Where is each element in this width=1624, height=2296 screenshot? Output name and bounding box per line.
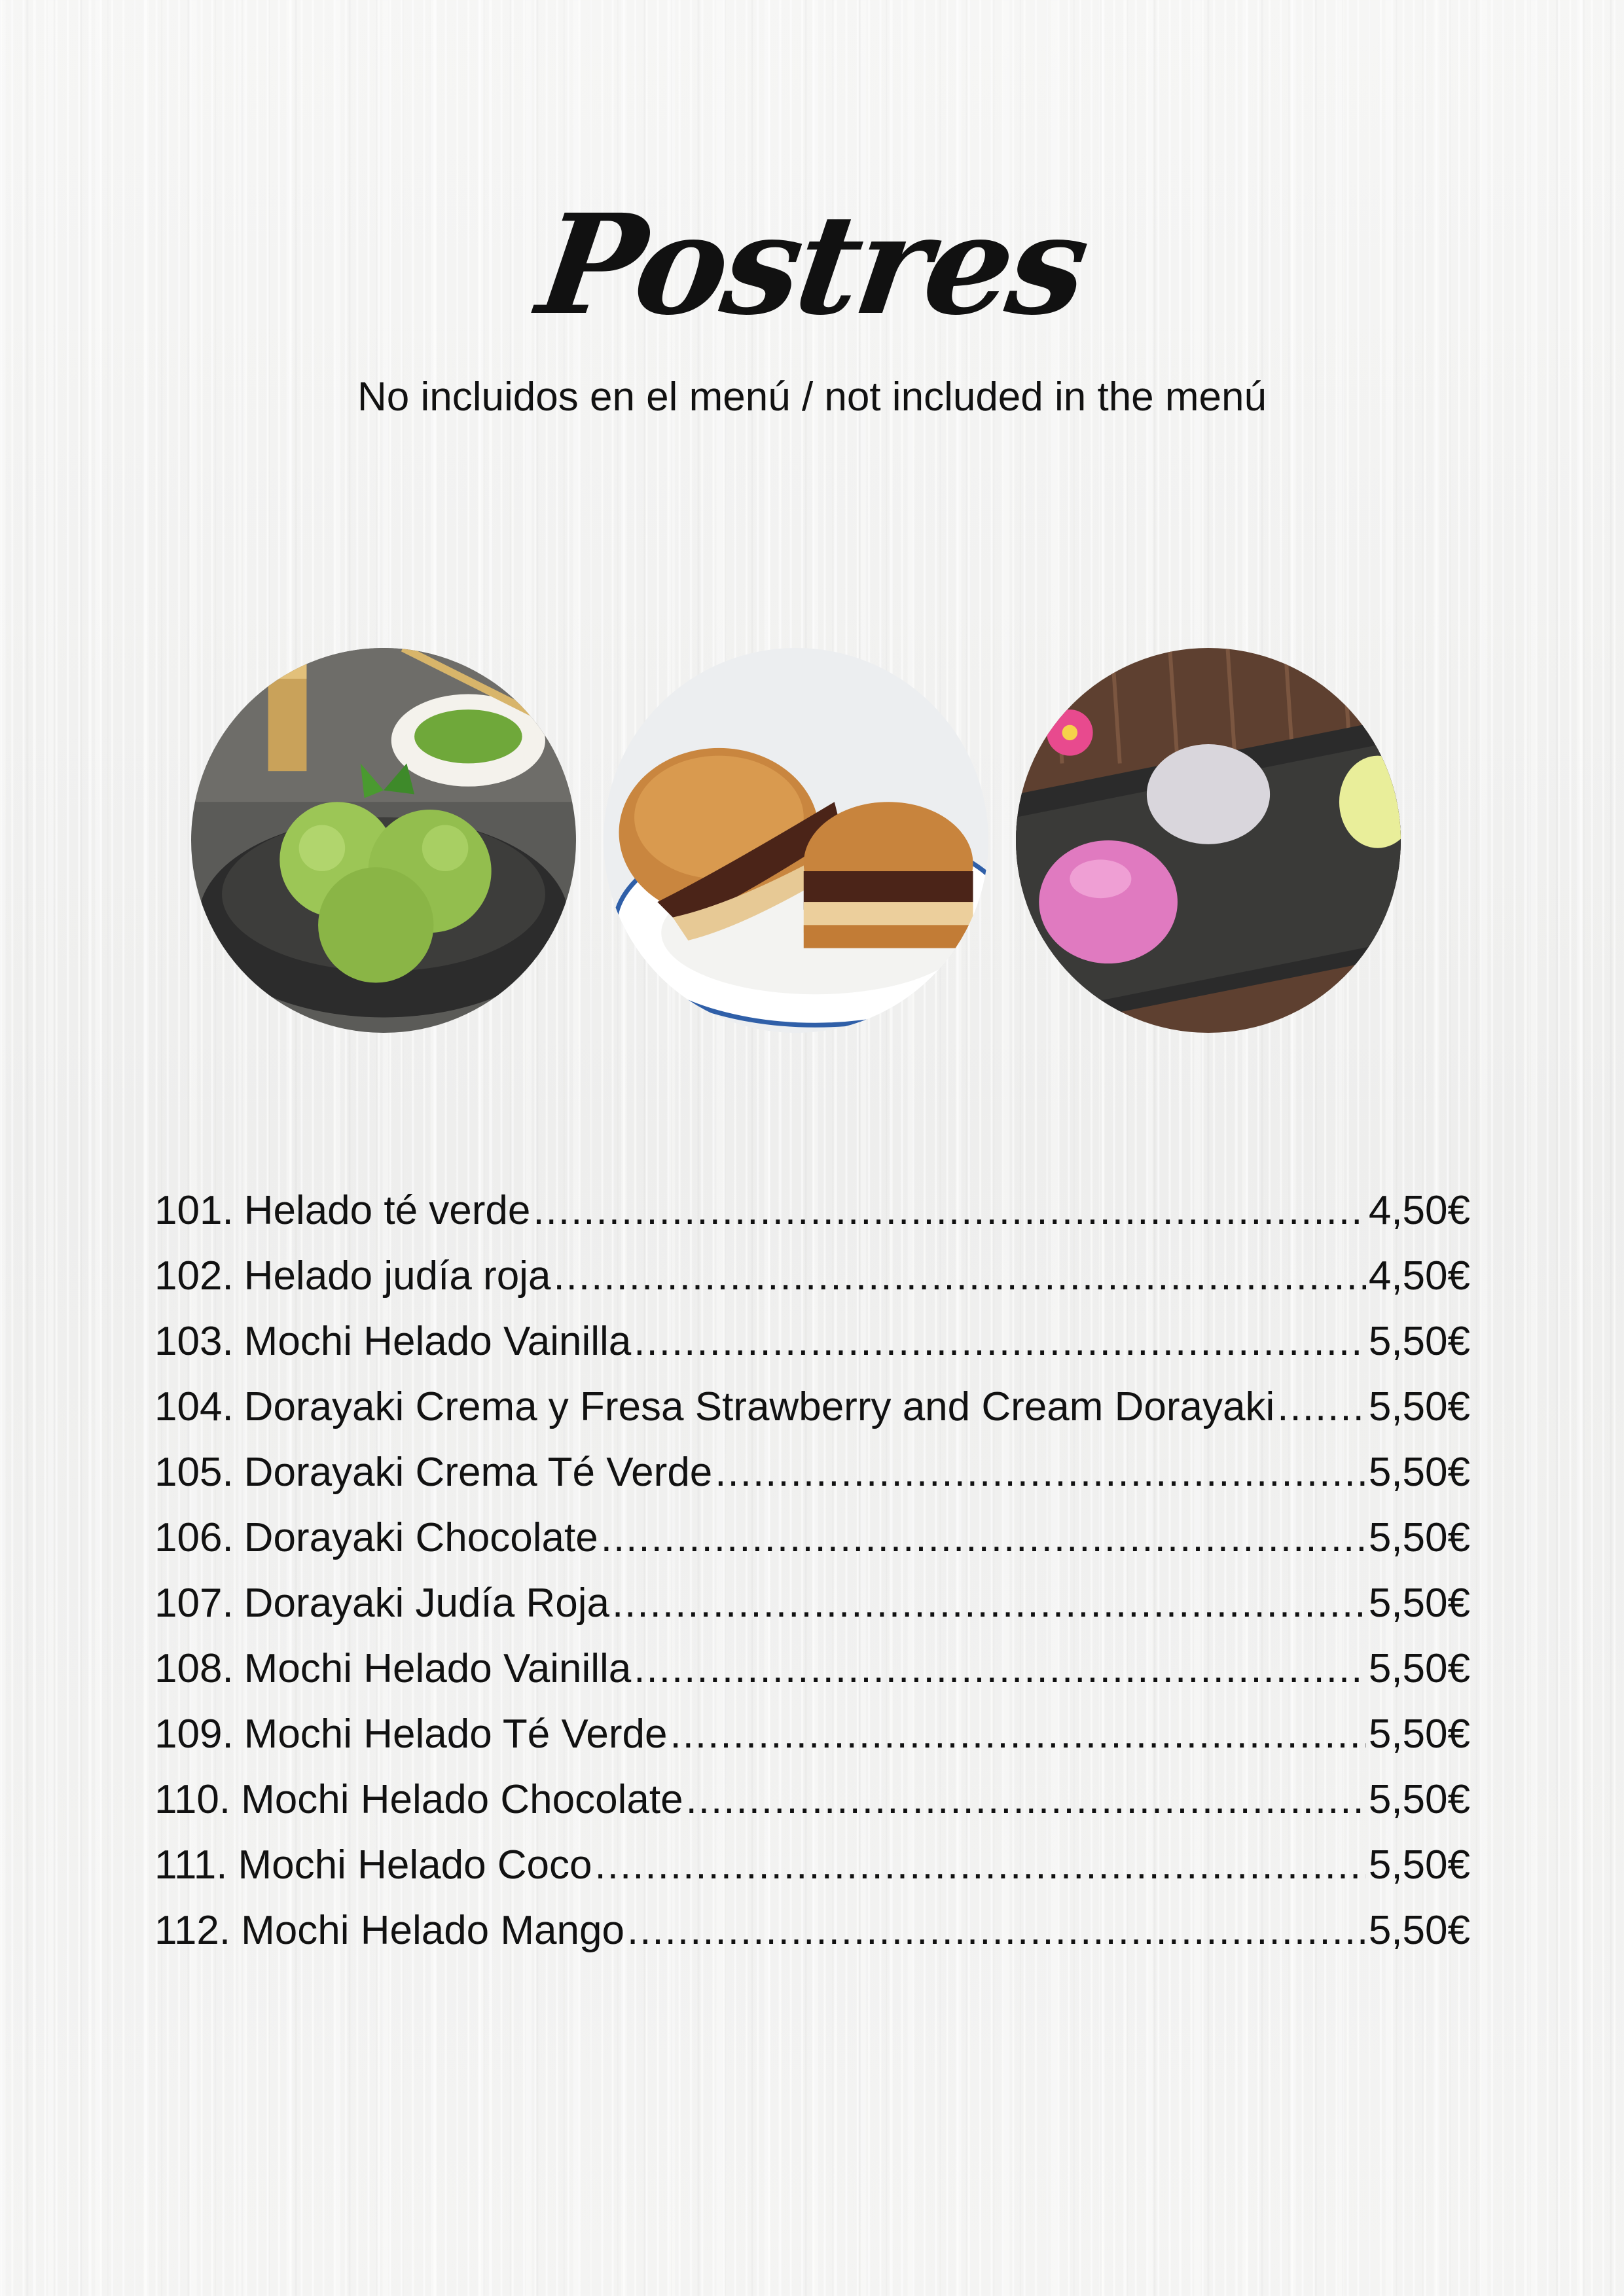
mochi-photo <box>1016 648 1401 1033</box>
dot-leader <box>533 1178 1365 1244</box>
item-number: 107. <box>154 1581 234 1626</box>
item-name: Mochi Helado Vainilla <box>244 1646 632 1691</box>
item-number: 105. <box>154 1450 234 1495</box>
item-number: 112. <box>154 1908 231 1953</box>
item-name: Dorayaki Judía Roja <box>244 1581 609 1626</box>
menu-item <box>154 1309 1470 1374</box>
item-name: Helado té verde <box>244 1188 531 1233</box>
menu-item <box>154 1767 1470 1833</box>
item-price: 5,50€ <box>1368 1384 1470 1429</box>
item-number: 111. <box>154 1842 228 1888</box>
dot-leader <box>601 1505 1366 1571</box>
item-name: Dorayaki Crema Té Verde <box>244 1450 713 1495</box>
dot-leader <box>553 1244 1365 1309</box>
item-price: 5,50€ <box>1368 1515 1470 1560</box>
dot-leader <box>686 1767 1366 1833</box>
item-price: 5,50€ <box>1368 1842 1470 1888</box>
item-name: Mochi Helado Chocolate <box>241 1777 683 1822</box>
item-price: 4,50€ <box>1368 1188 1470 1233</box>
item-name: Mochi Helado Coco <box>238 1842 592 1888</box>
menu-item <box>154 1178 1470 1244</box>
dot-leader <box>1277 1374 1366 1440</box>
item-price: 5,50€ <box>1368 1908 1470 1953</box>
item-number: 108. <box>154 1646 234 1691</box>
item-price: 5,50€ <box>1368 1646 1470 1691</box>
menu-item <box>154 1440 1470 1505</box>
dot-leader <box>634 1636 1366 1702</box>
item-number: 106. <box>154 1515 234 1560</box>
menu-item <box>154 1636 1470 1702</box>
menu-item <box>154 1244 1470 1309</box>
item-number: 110. <box>154 1777 231 1822</box>
dessert-menu-list <box>154 1178 1470 1964</box>
item-name: Dorayaki Crema y Fresa Strawberry and Cream Dorayaki <box>244 1384 1275 1429</box>
menu-item <box>154 1505 1470 1571</box>
item-name: Helado judía roja <box>244 1253 551 1299</box>
dorayaki-photo <box>604 648 988 1033</box>
item-number: 109. <box>154 1712 234 1757</box>
matcha-ice-cream-photo <box>191 648 576 1033</box>
item-number: 101. <box>154 1188 234 1233</box>
item-number: 104. <box>154 1384 234 1429</box>
dot-leader <box>612 1571 1366 1636</box>
item-price: 5,50€ <box>1368 1712 1470 1757</box>
item-price: 5,50€ <box>1368 1777 1470 1822</box>
dot-leader <box>670 1702 1365 1767</box>
menu-item <box>154 1374 1470 1440</box>
menu-item <box>154 1833 1470 1898</box>
dot-leader <box>715 1440 1366 1505</box>
item-number: 103. <box>154 1319 234 1364</box>
item-price: 5,50€ <box>1368 1581 1470 1626</box>
item-price: 4,50€ <box>1368 1253 1470 1299</box>
menu-item <box>154 1702 1470 1767</box>
dot-leader <box>627 1898 1366 1964</box>
dot-leader <box>634 1309 1366 1374</box>
page-subtitle: No incluidos en el menú / not included in the menú <box>357 374 1267 420</box>
menu-item <box>154 1571 1470 1636</box>
menu-item <box>154 1898 1470 1964</box>
item-price: 5,50€ <box>1368 1319 1470 1364</box>
item-number: 102. <box>154 1253 234 1299</box>
dot-leader <box>595 1833 1366 1898</box>
item-name: Mochi Helado Mango <box>241 1908 624 1953</box>
item-price: 5,50€ <box>1368 1450 1470 1495</box>
item-name: Dorayaki Chocolate <box>244 1515 598 1560</box>
page-title: Postres <box>530 184 1094 346</box>
item-name: Mochi Helado Té Verde <box>244 1712 668 1757</box>
item-name: Mochi Helado Vainilla <box>244 1319 632 1364</box>
